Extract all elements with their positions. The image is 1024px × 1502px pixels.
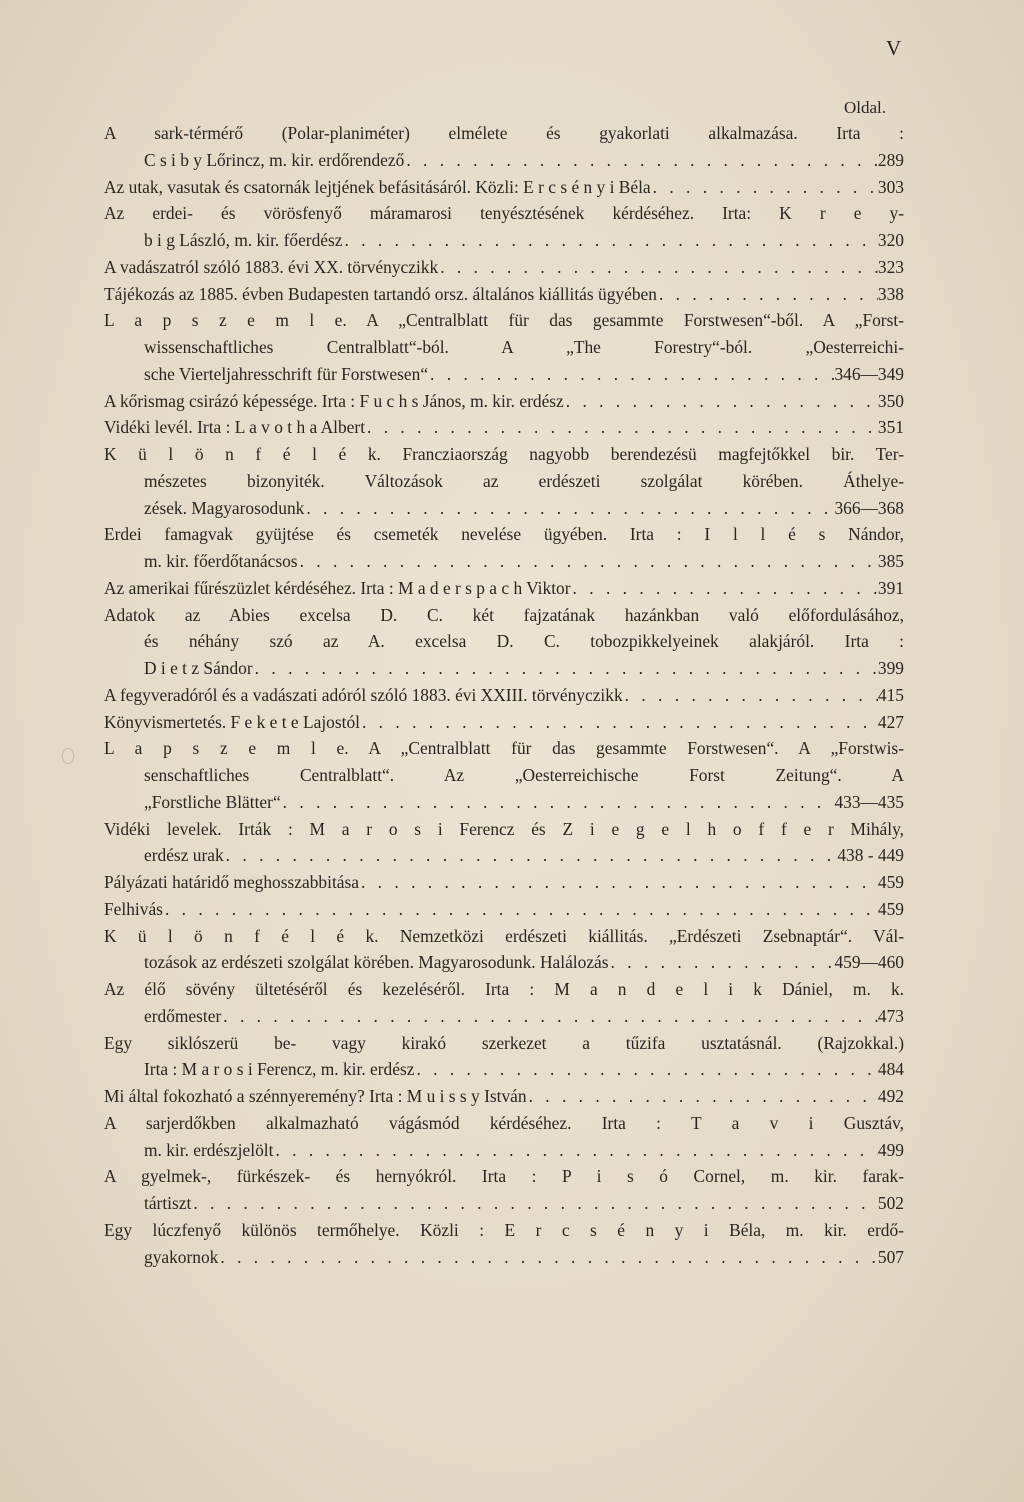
toc-entry-text: b i g László, m. kir. főerdész xyxy=(144,230,343,250)
dot-leader xyxy=(414,1056,877,1083)
toc-line xyxy=(104,709,904,736)
dot-leader xyxy=(298,548,878,575)
toc-page-number: 338 xyxy=(877,283,904,304)
toc-line: wissenschaftliches Centralblatt“-ból. A „The Forestry“-ból. „Oesterreichi- xyxy=(144,337,904,357)
dot-leader xyxy=(564,388,878,415)
toc-line: mészetes bizonyiték. Változások az erdészeti szolgálat körében. Áthelye- xyxy=(144,470,904,491)
toc-entry-text: Irta : M a r o s i Ferencz, m. kir. erdész xyxy=(144,1059,415,1080)
toc-page-number: 289 xyxy=(877,149,904,170)
toc-entry-text: zések. Magyarosodunk xyxy=(144,497,305,518)
toc-page-number: 459 xyxy=(877,898,904,919)
toc-page-number: 351 xyxy=(877,417,904,438)
toc-line xyxy=(104,1244,904,1271)
toc-page-number: 492 xyxy=(877,1086,904,1106)
toc-entry-text: A kőrismag csirázó képessége. Irta : F u c h s János, m. kir. erdész xyxy=(104,390,564,411)
dot-leader xyxy=(657,281,878,308)
toc-page-number: 366—368 xyxy=(834,497,904,518)
dot-leader xyxy=(571,575,878,602)
toc-line xyxy=(104,1056,904,1083)
toc-line xyxy=(104,896,904,923)
toc-entry-text: Pályázati határidő meghosszabbitása xyxy=(104,872,359,892)
toc-line xyxy=(104,548,904,575)
toc-page-number: 323 xyxy=(877,256,904,277)
toc-line xyxy=(104,388,904,415)
toc-line xyxy=(104,655,904,682)
page-number: V xyxy=(886,36,903,60)
toc-line: Adatok az Abies excelsa D. C. két fajzatának hazánkban való előfordulásához, xyxy=(104,604,904,625)
toc-line: K ü l ö n f é l é k. Nemzetközi erdészeti kiállitás. „Erdészeti Zsebnaptár“. Vál- xyxy=(104,925,904,946)
toc-page-number: 399 xyxy=(877,658,904,678)
toc-page-number: 391 xyxy=(877,577,904,598)
toc-line xyxy=(104,495,904,522)
toc-entry-text: A fegyveradóról és a vadászati adóról szóló 1883. évi XXIII. törvényczikk xyxy=(104,684,623,705)
dot-leader xyxy=(218,1244,878,1271)
toc-line xyxy=(104,869,904,896)
toc-line: Vidéki levelek. Irták : M a r o s i Ferencz és Z i e g e l h o f f e r Mihály, xyxy=(104,818,904,839)
toc-line xyxy=(104,254,904,281)
toc-page-number: 303 xyxy=(877,176,904,197)
toc-entry-text: Az utak, vasutak és csatornák lejtjének befásitásáról. Közli: E r c s é n y i Béla xyxy=(104,176,651,197)
toc-line xyxy=(104,949,904,976)
toc-entry-text: Felhivás xyxy=(104,898,163,919)
toc-line: senschaftliches Centralblatt“. Az „Oesterreichische Forst Zeitung“. A xyxy=(144,765,904,785)
toc-entry-text: tártiszt xyxy=(144,1193,192,1213)
toc-line xyxy=(104,147,904,174)
dot-leader xyxy=(428,361,834,388)
toc-line: A gyelmek-, fürkészek- és hernyókról. Irta : P i s ó Cornel, m. kir. farak- xyxy=(104,1166,904,1187)
toc-page-number: 459 xyxy=(877,872,904,892)
margin-stain xyxy=(62,748,74,764)
toc-entry-text: C s i b y Lőrincz, m. kir. erdőrendező xyxy=(144,149,405,170)
dot-leader xyxy=(438,254,878,281)
toc-page-number: 320 xyxy=(877,230,904,250)
dot-leader xyxy=(281,789,835,816)
toc-line: A sarjerdőkben alkalmazható vágásmód kérdéséhez. Irta : T a v i Gusztáv, xyxy=(104,1112,904,1133)
dot-leader xyxy=(359,869,878,896)
toc-line xyxy=(104,281,904,308)
toc-entry-text: m. kir. erdészjelölt xyxy=(144,1139,274,1160)
toc-page-number: 499 xyxy=(877,1139,904,1160)
toc-line xyxy=(104,1083,904,1110)
toc-line xyxy=(104,174,904,201)
toc-page-number: 433—435 xyxy=(834,791,904,812)
toc-page-number: 507 xyxy=(877,1246,904,1267)
toc-page-number: 415 xyxy=(877,684,904,705)
dot-leader xyxy=(365,414,878,441)
toc-entry-text: „Forstliche Blätter“ xyxy=(144,791,281,812)
toc-line: Az élő sövény ültetéséről és kezeléséről. Irta : M a n d e l i k Dániel, m. k. xyxy=(104,979,904,999)
toc-line xyxy=(104,1003,904,1030)
toc-entry-text: sche Vierteljahresschrift für Forstwesen“ xyxy=(144,363,429,384)
toc-line xyxy=(104,361,904,388)
toc-entry-text: A vadászatról szóló 1883. évi XX. törvényczikk xyxy=(104,256,439,277)
dot-leader xyxy=(221,1003,878,1030)
toc-entry-text: erdész urak xyxy=(144,845,224,866)
toc-page-number: 427 xyxy=(877,711,904,732)
toc-line: A sark-térmérő (Polar-planiméter) elmélete és gyakorlati alkalmazása. Irta : xyxy=(104,123,904,143)
dot-leader xyxy=(224,842,838,869)
toc-line: L a p s z e m l e. A „Centralblatt für das gesammte Forstwesen“-ből. A „Forst- xyxy=(104,310,904,331)
dot-leader xyxy=(163,896,878,923)
toc-entry-text: Az amerikai fűrészüzlet kérdéséhez. Irta : M a d e r s p a c h Viktor xyxy=(104,577,571,598)
toc-entry-text: Könyvismertetés. F e k e t e Lajostól xyxy=(104,711,360,732)
toc-entry-text: Tájékozás az 1885. évben Budapesten tartandó orsz. általános kiállitás ügyében xyxy=(104,283,657,304)
toc-line xyxy=(104,575,904,602)
toc-entry-text: gyakornok xyxy=(144,1246,219,1267)
toc-entry-text: erdőmester xyxy=(144,1005,222,1026)
dot-leader xyxy=(191,1190,878,1217)
toc-entry-text: D i e t z Sándor xyxy=(144,658,253,678)
toc-line: Az erdei- és vörösfenyő máramarosi tenyésztésének kérdéséhez. Irta: K r e y- xyxy=(104,203,904,224)
toc-line xyxy=(104,227,904,254)
toc-page-number: 484 xyxy=(877,1059,904,1080)
toc-line xyxy=(104,1190,904,1217)
toc-page-number: 350 xyxy=(877,390,904,411)
toc-line: és néhány szó az A. excelsa D. C. tobozpikkelyeinek alakjáról. Irta : xyxy=(144,631,904,652)
page-column-header: Oldal. xyxy=(844,98,887,117)
toc-page-number: 346—349 xyxy=(834,363,904,384)
dot-leader xyxy=(343,227,878,254)
toc-line xyxy=(104,842,904,869)
toc-line: Egy lúczfenyő különös termőhelye. Közli : E r c s é n y i Béla, m. kir. erdő- xyxy=(104,1219,904,1240)
toc-page-number: 502 xyxy=(877,1193,904,1213)
toc-entry-text: m. kir. főerdőtanácsos xyxy=(144,551,298,571)
dot-leader xyxy=(304,495,834,522)
toc-line xyxy=(104,682,904,709)
dot-leader xyxy=(609,949,835,976)
toc-line: L a p s z e m l e. A „Centralblatt für das gesammte Forstwesen“. A „Forstwis- xyxy=(104,738,904,759)
dot-leader xyxy=(253,655,878,682)
toc-line: Erdei famagvak gyüjtése és csemeték nevelése ügyében. Irta : I l l é s Nándor, xyxy=(104,524,904,545)
toc-page-number: 438 - 449 xyxy=(837,845,904,866)
toc-page-number: 459—460 xyxy=(834,952,904,973)
toc-entry-text: tozások az erdészeti szolgálat körében. Magyarosodunk. Halálozás xyxy=(144,952,609,973)
table-of-contents xyxy=(104,120,904,1270)
dot-leader xyxy=(273,1137,877,1164)
toc-line xyxy=(104,1137,904,1164)
toc-page-number: 385 xyxy=(877,551,904,571)
toc-line xyxy=(104,789,904,816)
toc-entry-text: Mi által fokozható a szénnyeremény? Irta : M u i s s y István xyxy=(104,1086,527,1106)
toc-line: K ü l ö n f é l é k. Francziaország nagyobb berendezésü magfejtőkkel bir. Ter- xyxy=(104,444,904,464)
dot-leader xyxy=(360,709,878,736)
toc-page-number: 473 xyxy=(877,1005,904,1026)
toc-line xyxy=(104,414,904,441)
toc-entry-text: Vidéki levél. Irta : L a v o t h a Albert xyxy=(104,417,366,438)
dot-leader xyxy=(623,682,878,709)
toc-line: Egy siklószerü be- vagy kirakó szerkezet a tűzifa usztatásnál. (Rajzokkal.) xyxy=(104,1032,904,1053)
dot-leader xyxy=(527,1083,878,1110)
dot-leader xyxy=(404,147,878,174)
dot-leader xyxy=(651,174,878,201)
